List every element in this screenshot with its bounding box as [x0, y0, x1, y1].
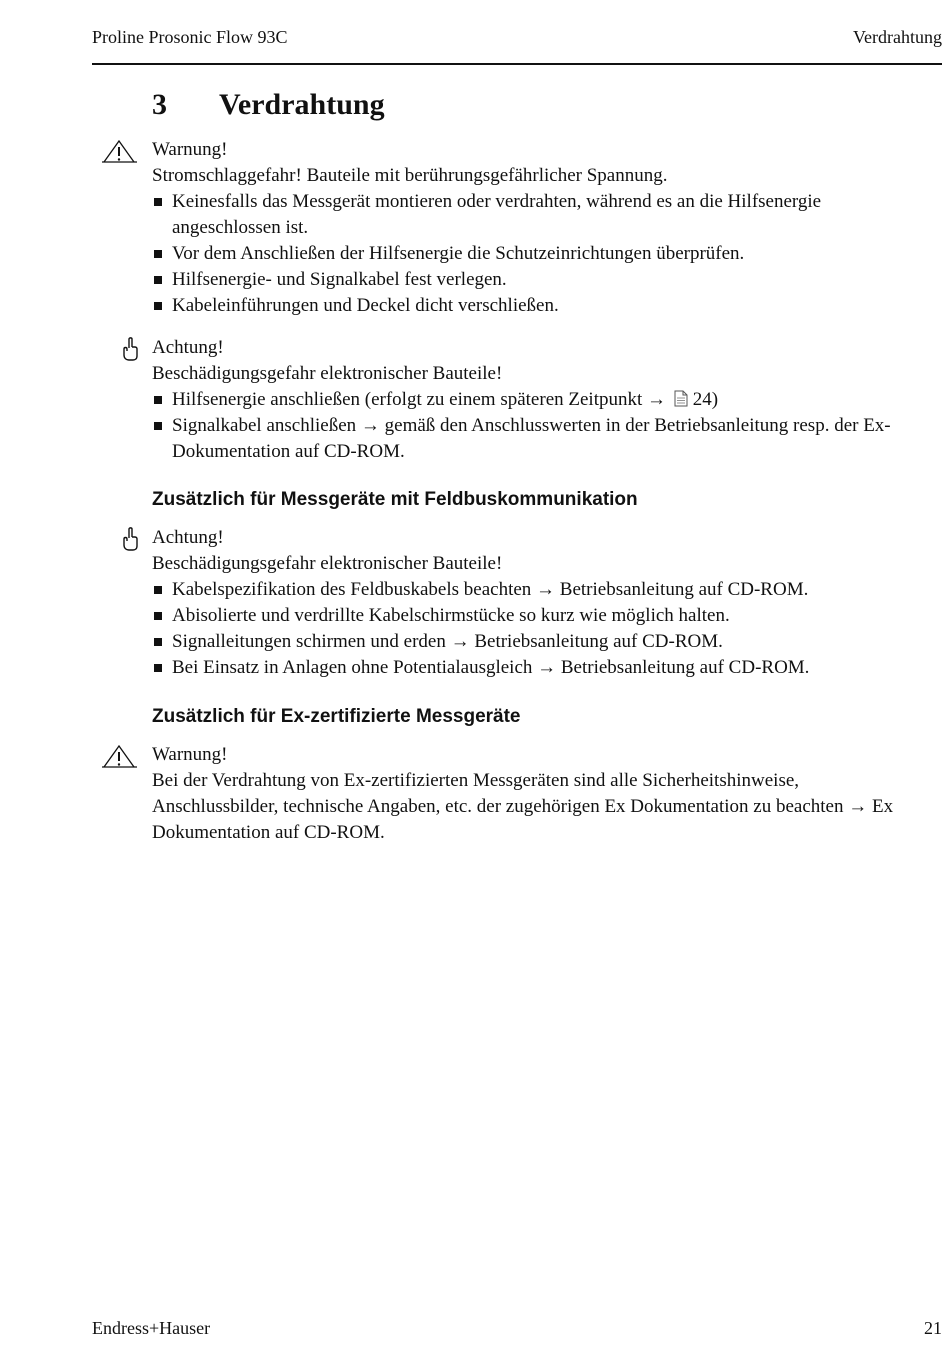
attention-note	[152, 525, 920, 681]
header-divider	[92, 63, 942, 65]
page-reference-icon	[674, 390, 688, 407]
page-content	[152, 137, 920, 846]
pointing-hand-icon	[120, 337, 142, 361]
section-heading-ex: Zusätzlich für Ex-zertifizierte Messgeräte	[152, 706, 521, 727]
list-item: Vor dem Anschließen der Hilfsenergie die Schutzeinrichtungen überprüfen.	[152, 241, 920, 267]
list-item: Kabeleinführungen und Deckel dicht verschließen.	[152, 293, 920, 319]
list-item: Keinesfalls das Messgerät montieren oder verdrahten, während es an die Hilfsenergie angeschlossen ist.	[152, 189, 920, 241]
list-item: Signalkabel anschließen → gemäß den Anschlusswerten in der Betriebsanleitung resp. der Ex-Dokumentation auf CD-ROM.	[152, 413, 920, 465]
chapter-heading	[152, 88, 385, 122]
warning-label: Warnung!	[152, 744, 228, 765]
warning-triangle-icon	[102, 139, 138, 163]
attention-label: Achtung!	[152, 337, 224, 358]
warning-note	[152, 137, 920, 319]
chapter-title: Verdrahtung	[219, 88, 385, 121]
page-number: 21	[924, 1318, 942, 1338]
warning-text: Stromschlaggefahr! Bauteile mit berührungsgefährlicher Spannung.	[152, 165, 668, 186]
attention-text: Beschädigungsgefahr elektronischer Bauteile!	[152, 363, 503, 384]
warning-triangle-icon	[102, 744, 138, 768]
warning-list	[152, 189, 920, 319]
attention-note	[152, 335, 920, 465]
section-heading-fieldbus: Zusätzlich für Messgeräte mit Feldbuskommunikation	[152, 489, 638, 510]
header-section-name: Verdrahtung	[853, 27, 942, 47]
footer-company: Endress+Hauser	[92, 1318, 211, 1338]
list-item: Abisolierte und verdrillte Kabelschirmstücke so kurz wie möglich halten.	[152, 603, 920, 629]
attention-list	[152, 387, 920, 465]
list-item	[152, 387, 920, 413]
page-reference: 24)	[692, 389, 719, 410]
chapter-number: 3	[152, 88, 167, 121]
warning-note	[152, 742, 920, 846]
list-item: Kabelspezifikation des Feldbuskabels beachten → Betriebsanleitung auf CD-ROM.	[152, 577, 920, 603]
pointing-hand-icon	[120, 527, 142, 551]
list-item: Hilfsenergie- und Signalkabel fest verlegen.	[152, 267, 920, 293]
list-item: Signalleitungen schirmen und erden → Betriebsanleitung auf CD-ROM.	[152, 629, 920, 655]
attention-text: Beschädigungsgefahr elektronischer Bauteile!	[152, 553, 503, 574]
warning-label: Warnung!	[152, 139, 228, 160]
page-header	[92, 25, 942, 51]
list-item-text: Hilfsenergie anschließen (erfolgt zu einem späteren Zeitpunkt →	[172, 389, 666, 410]
header-product-name: Proline Prosonic Flow 93C	[92, 27, 288, 47]
list-item: Bei Einsatz in Anlagen ohne Potentialausgleich → Betriebsanleitung auf CD-ROM.	[152, 655, 920, 681]
attention-list	[152, 577, 920, 681]
warning-text: Bei der Verdrahtung von Ex-zertifizierten Messgeräten sind alle Sicherheitshinweise, Anschlussbilder, technische Angaben, etc. der zugehörigen Ex Dokumentation zu beachten → Ex Dokumentation auf CD-ROM.	[152, 770, 894, 843]
attention-label: Achtung!	[152, 527, 224, 548]
